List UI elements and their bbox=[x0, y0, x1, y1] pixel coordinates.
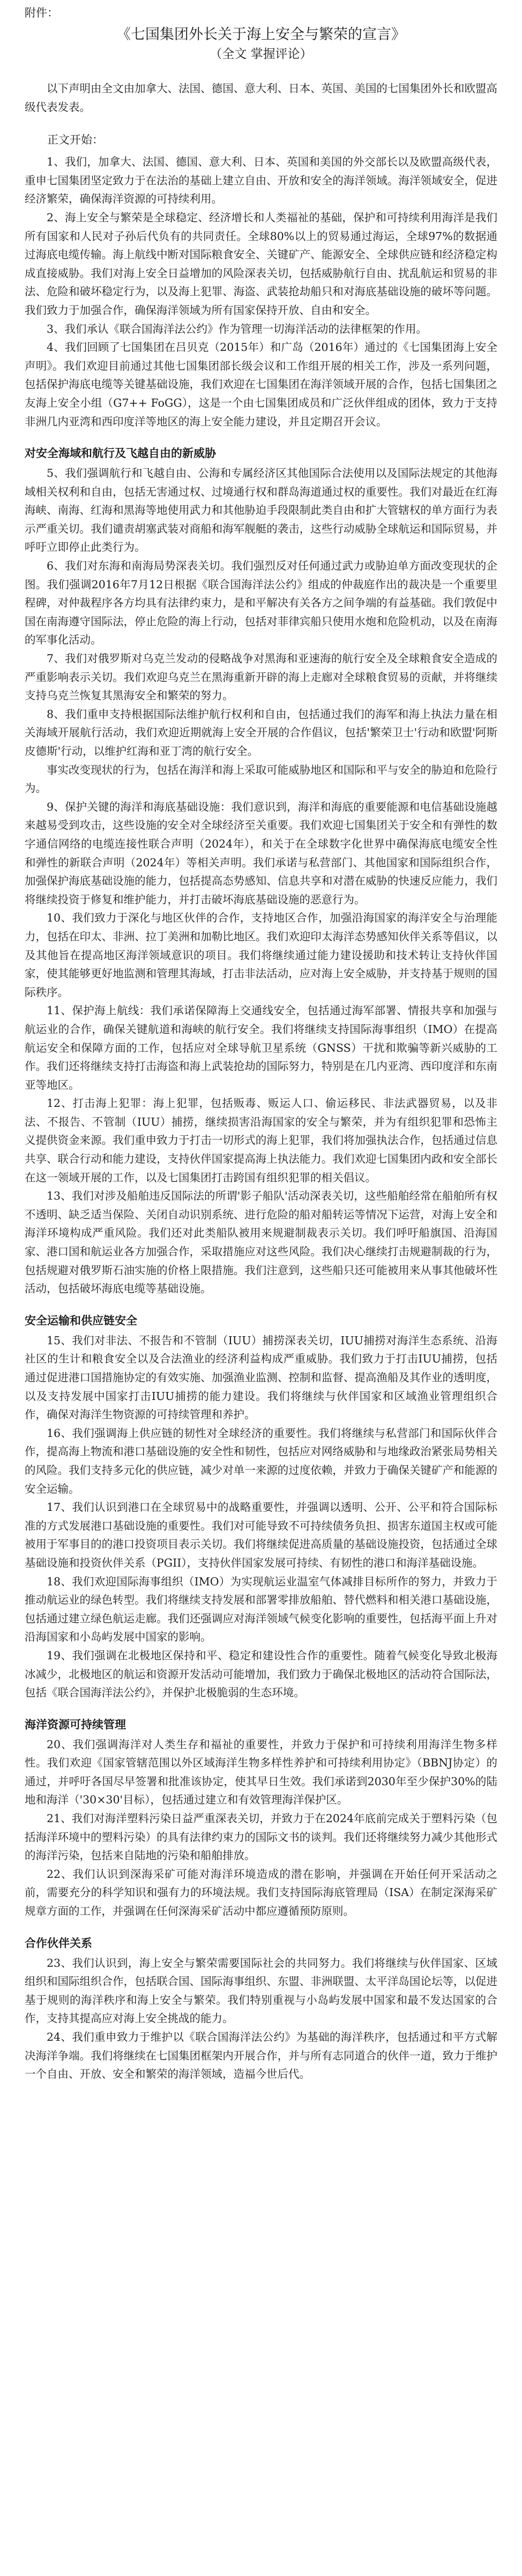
paragraphs-group-a bbox=[25, 153, 497, 431]
attachment-label: 附件： bbox=[25, 6, 58, 19]
paragraph: 18、我们欢迎国际海事组织（IMO）为实现航运业温室气体减排目标所作的努力，并致力于推动航运业的绿色转型。我们将继续支持发展和部署零排放船舶、替代燃料和相关港口基础设施，包括通过建立绿色航运走廊。我们还强调应对海洋领域气候变化影响的重要性，包括海平面上升对沿海国家和小岛屿发展中国家的影响。 bbox=[25, 1575, 497, 1644]
section-4-body bbox=[25, 1954, 497, 2084]
paragraph: 16、我们强调海上供应链的韧性对全球经济的重要性。我们将继续与私营部门和国际伙伴合作，提高海上物流和港口基础设施的安全性和韧性，包括应对网络威胁和与地缘政治紧张局势相关的风险。我们支持多元化的供应链，减少对单一来源的过度依赖，并致力于确保关键矿产和能源的安全运输。 bbox=[25, 1426, 497, 1495]
paragraph: 8、我们重申支持根据国际法维护航行权利和自由，包括通过我们的海军和海上执法力量在相关海域开展航行活动，我们欢迎近期就海上安全开展的合作倡议，包括'繁荣卫士'行动和欧盟'阿斯皮德斯'行动，以维护红海和亚丁湾的航行安全。 bbox=[25, 707, 497, 758]
paragraph: 7、我们对俄罗斯对乌克兰发动的侵略战争对黑海和亚速海的航行安全及全球粮食安全造成的严重影响表示关切。我们欢迎乌克兰在黑海重新开辟的海上走廊对全球粮食贸易的贡献，并将继续支持乌克兰恢复其黑海安全和繁荣的努力。 bbox=[25, 652, 497, 702]
paragraph: 11、保护海上航线：我们承诺保障海上交通线安全，包括通过海军部署、情报共享和加强与航运业的合作，确保关键航道和海峡的航行安全。我们将继续支持国际海事组织（IMO）在提高航运安全和保障方面的工作，包括应对全球导航卫星系统（GNSS）干扰和欺骗等新兴威胁的工作。我们还将继续支持打击海盗和海上武装抢劫的国际努力，特别是在几内亚湾、西印度洋和东南亚等地区。 bbox=[25, 1004, 497, 1091]
paragraph: 17、我们认识到港口在全球贸易中的战略重要性，并强调以透明、公开、公平和符合国际标准的方式发展港口基础设施的重要性。我们对可能导致不可持续债务负担、损害东道国主权或可能被用于军事目的的港口投资项目表示关切。我们将继续促进高质量的基础设施投资，包括通过全球基础设施和投资伙伴关系（PGII），支持伙伴国家发展可持续、有韧性的港口和海洋基础设施。 bbox=[25, 1501, 497, 1569]
paragraph: 21、我们对海洋塑料污染日益严重深表关切，并致力于在2024年底前完成关于塑料污染（包括海洋环境中的塑料污染）的具有法律约束力的国际文书的谈判。我们还将继续努力减少其他形式的海洋污染，包括来自陆地的污染和船舶排放。 bbox=[25, 1812, 497, 1862]
paragraph: 20、我们强调海洋对人类生存和福祉的重要性，并致力于保护和可持续利用海洋生物多样性。我们欢迎《国家管辖范围以外区域海洋生物多样性养护和可持续利用协定》（BBNJ协定）的通过，并呼吁各国尽早签署和批准该协定，使其早日生效。我们承诺到2030年至少保护30%的陆地和海洋（'30×30'目标），包括通过建立和有效管理海洋保护区。 bbox=[25, 1738, 497, 1807]
section-1-body bbox=[25, 464, 497, 761]
section-heading: 合作伙伴关系 bbox=[25, 1936, 92, 1950]
document-subtitle: （全文 掌握评论） bbox=[210, 47, 312, 61]
paragraph: 6、我们对东海和南海局势深表关切。我们强烈反对任何通过武力或胁迫单方面改变现状的企图。我们强调2016年7月12日根据《联合国海洋法公约》组成的仲裁庭作出的裁决是一个重要里程碑，对仲裁程序各方均具有法律约束力，是和平解决有关各方之间争端的有益基础。我们敦促中国在南海遵守国际法，停止危险的海上行动，包括对菲律宾船只使用水炮和危险机动，以及在南海的军事化活动。 bbox=[25, 559, 497, 647]
paragraph: 3、我们承认《联合国海洋法公约》作为管理一切海洋活动的法律框架的作用。 bbox=[47, 322, 428, 335]
section-heading: 安全运输和供应链安全 bbox=[25, 1313, 137, 1327]
paragraph: 13、我们对涉及船舶违反国际法的所谓'影子船队'活动深表关切，这些船舶经常在船舶所有权不透明、缺乏适当保险、关闭自动识别系统、进行危险的船对船转运等情况下运营，对海上安全和海洋环境构成严重风险。我们还对此类船队被用来规避制裁表示关切。我们呼吁船旗国、沿海国家、港口国和航运业各方加强合作，采取措施应对这些风险。我们决心继续打击规避制裁的行为，包括规避对俄罗斯石油实施的价格上限措施。我们注意到，这些船只还可能被用来从事其他破坏性活动，包括破坏海底电缆等基础设施。 bbox=[25, 1189, 497, 1296]
paragraph: 1、我们，加拿大、法国、德国、意大利、日本、英国和美国的外交部长以及欧盟高级代表，重申七国集团坚定致力于在法治的基础上建立自由、开放和安全的海洋领域。海洋领域安全，促进经济繁荣，确保海洋资源的可持续利用。 bbox=[25, 155, 497, 206]
document-title: 《七国集团外长关于海上安全与繁荣的宣言》 bbox=[116, 26, 406, 43]
paragraph: 5、我们强调航行和飞越自由、公海和专属经济区其他国际合法使用以及国际法规定的其他海域相关权利和自由，包括无害通过权、过境通行权和群岛海道通过权的重要性。我们对最近在红海海峡、南海、红海和黑海等地使用武力和其他胁迫手段限制此类自由和扩大管辖权的单方面行为表示严重关切。我们谴责胡塞武装对商船和海军舰艇的袭击，这些行动威胁全球航运和国际贸易，并呼吁立即停止此类行为。 bbox=[25, 467, 497, 554]
section-2-body bbox=[25, 1331, 497, 1702]
paragraph: 24、我们重申致力于维护以《联合国海洋法公约》为基础的海洋秩序，包括通过和平方式解决海洋争端。我们将继续在七国集团框架内开展合作，并与所有志同道合的伙伴一道，致力于维护一个自由、开放、安全和繁荣的海洋领域，造福今世后代。 bbox=[25, 2031, 497, 2081]
main-heading: 正文开始： bbox=[47, 133, 103, 147]
paragraph: 22、我们认识到深海采矿可能对海洋环境造成的潜在影响，并强调在开始任何开采活动之前，需要充分的科学知识和强有力的环境法规。我们支持国际海底管理局（ISA）在制定深海采矿规章方面的工作，并强调在任何深海采矿活动中都应遵循预防原则。 bbox=[25, 1867, 497, 1918]
section-heading: 海洋资源可持续管理 bbox=[25, 1717, 126, 1731]
section-3-body bbox=[25, 1735, 497, 1921]
paragraph: 12、打击海上犯罪：海上犯罪，包括贩毒、贩运人口、偷运移民、非法武器贸易，以及非法、不报告、不管制（IUU）捕捞，继续损害沿海国家的安全与繁荣，并为有组织犯罪和恐怖主义提供资金来源。我们重申致力于打击一切形式的海上犯罪，我们将加强执法合作，包括通过信息共享、联合行动和能力建设，支持伙伴国家提高海上执法能力。我们欢迎七国集团内政和安全部长在这一领域开展的工作，以及七国集团打击跨国有组织犯罪的相关倡议。 bbox=[25, 1097, 497, 1184]
section-heading: 对安全海域和航行及飞越自由的新威胁 bbox=[25, 446, 216, 460]
paragraph: 15、我们对非法、不报告和不管制（IUU）捕捞深表关切，IUU捕捞对海洋生态系统、沿海社区的生计和粮食安全以及合法渔业的经济利益构成严重威胁。我们致力于打击IUU捕捞，包括通过促进港口国措施协定的有效实施、加强渔业监测、控制和监督、提高渔船及其作业的透明度，以及支持发展中国家打击IUU捕捞的能力建设。我们将继续与伙伴国家和区域渔业管理组织合作，确保对海洋生物资源的可持续管理和养护。 bbox=[25, 1334, 497, 1421]
paragraph: 2、海上安全与繁荣是全球稳定、经济增长和人类福祉的基础，保护和可持续利用海洋是我们所有国家和人民对子孙后代负有的共同责任。全球80%以上的贸易通过海运，全球97%的数据通过海底电缆传输。海上航线中断对国际粮食安全、关键矿产、能源安全、全球供应链和经济稳定构成直接威胁。我们对海上安全日益增加的风险深表关切，包括威胁航行自由、扰乱航运和贸易的非法、危险和破坏稳定行为，以及海上犯罪、海盗、武装抢劫船只和对海底基础设施的破坏等问题。我们致力于加强合作，确保海洋领域为所有国家保持开放、自由和安全。 bbox=[25, 211, 497, 317]
intro-paragraph: 以下声明由全文由加拿大、法国、德国、意大利、日本、英国、美国的七国集团外长和欧盟高级代表发表。 bbox=[25, 82, 497, 114]
paragraph: 23、我们认识到，海上安全与繁荣需要国际社会的共同努力。我们将继续与伙伴国家、区域组织和国际组织合作，包括联合国、国际海事组织、东盟、非洲联盟、太平洋岛国论坛等，以促进基于规则的海洋秩序和海上安全与繁荣。我们特别重视与小岛屿发展中国家和最不发达国家的合作，支持其提高应对海上安全挑战的能力。 bbox=[25, 1956, 497, 2025]
paragraphs-group-b bbox=[25, 761, 497, 1298]
paragraph: 19、我们强调在北极地区保持和平、稳定和建设性合作的重要性。随着气候变化导致北极海冰减少，北极地区的航运和资源开发活动可能增加，我们致力于确保北极地区的活动符合国际法，包括《联合国海洋法公约》，并保护北极脆弱的生态环境。 bbox=[25, 1649, 497, 1699]
paragraph: 9、保护关键的海洋和海底基础设施：我们意识到，海洋和海底的重要能源和电信基础设施越来越易受到攻击，这些设施的安全对全球经济至关重要。我们欢迎七国集团关于安全和有弹性的数字通信网络的电缆连接性联合声明（2024年），和关于在全球数字化世界中确保海底电缆安全性和弹性的新联合声明（2024年）等相关声明。我们承诺与私营部门、其他国家和国际组织合作，加强保护海底基础设施的能力，包括提高态势感知、信息共享和对潜在威胁的快速反应能力，我们将继续投资于修复和维护能力，并打击破坏海底基础设施的恶意行为。 bbox=[25, 800, 497, 906]
paragraph: 4、我们回顾了七国集团在吕贝克（2015年）和广岛（2016年）通过的《七国集团海上安全声明》。我们欢迎目前通过其他七国集团部长级会议和工作组开展的相关工作，涉及一系列问题，包括保护海底电缆等关键基础设施，我们欢迎在七国集团在海洋领域开展的合作，包括七国集团之友海上安全小组（G7++ FoGG），这是一个由七国集团成员和广泛伙伴组成的团体，致力于支持非洲几内亚湾和西印度洋等地区的海上安全能力建设，并且定期召开会议。 bbox=[25, 341, 497, 428]
paragraph: 10、我们致力于深化与地区伙伴的合作，支持地区合作，加强沿海国家的海洋安全与治理能力，包括在印太、非洲、拉丁美洲和加勒比地区。我们欢迎印太海洋态势感知伙伴关系等倡议，以及其他旨在提高地区海洋领域意识的项目。我们将继续通过能力建设援助和技术转让支持伙伴国家，使其能够更好地监测和管理其海域，打击非法活动，应对海上安全威胁，并支持基于规则的国际秩序。 bbox=[25, 911, 497, 999]
paragraph: 事实改变现状的行为，包括在海洋和海上采取可能威胁地区和国际和平与安全的胁迫和危险行为。 bbox=[25, 763, 497, 795]
